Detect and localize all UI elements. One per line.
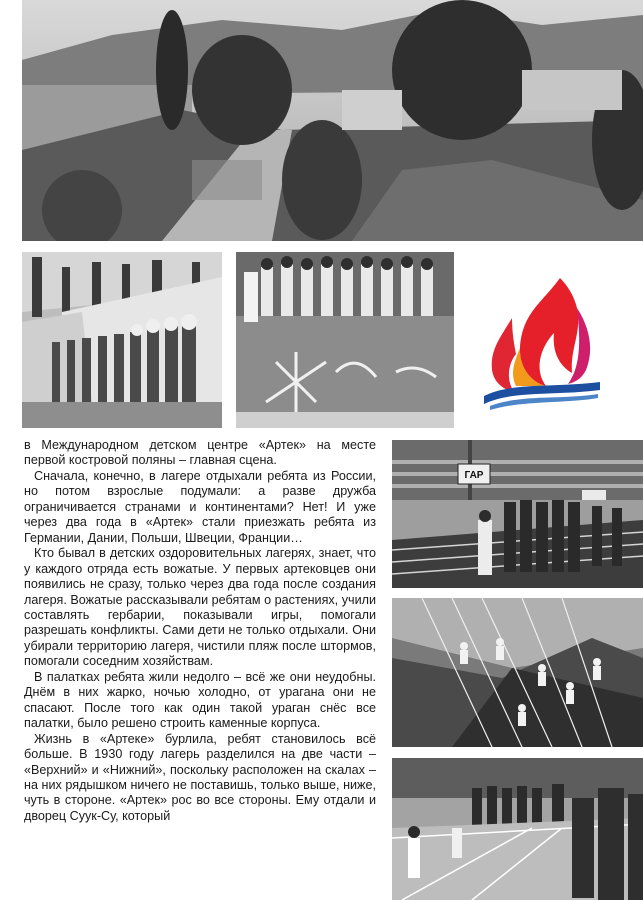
artek-flame-logo: [482, 278, 602, 410]
running-race-photo: [392, 758, 643, 900]
stadium-parade-photo: [392, 440, 643, 588]
parade-sign-text: ГАР: [464, 470, 484, 481]
article-paragraph: В палатках ребята жили недолго – всё же они неудобны. Днём в них жарко, ночью холодно, от урагана они не спасают. После того как один такой ураган снёс все палатки, было решено строить каменные корпуса.: [24, 669, 376, 731]
campfire-ceremony-photo: [236, 252, 454, 428]
article-paragraph: Жизнь в «Артеке» бурлила, ребят становилось всё больше. В 1930 году лагерь разделился на две части – «Верхний» и «Нижний», поскольку расположен на скалах – на них рядышком ничего не поставишь, только выше, ниже, чуть в стороне. «Артек» рос во все стороны. Ему отдали и дворец Суук-Су, который: [24, 731, 376, 823]
article-paragraph: Кто бывал в детских оздоровительных лагерях, знает, что у каждого отряда есть вожатые. У первых артековцев они появились не сразу, только через два года после создания лагеря. Вожатые рассказывали ребятам о растениях, учили составлять гербарии, показывали игры, помогали разрешать конфликты. Сами дети не только отдыхали. Они убирали территорию лагеря, чистили пляж после штормов, помогали соседним хозяйствам.: [24, 546, 376, 669]
rope-climbing-photo: [392, 598, 643, 747]
article-paragraph: в Международном детском центре «Артек» на месте первой костровой поляны – главная сцена.: [24, 438, 376, 468]
article-text: [24, 438, 376, 824]
pioneers-at-tents-photo: [22, 252, 222, 428]
artek-camp-aerial-photo: [22, 0, 643, 241]
article-paragraph: Сначала, конечно, в лагере отдыхали ребята из России, но потом взрослые подумали: а разве дружба ограничивается странами и континентами? Нет! И уже через два года в «Артек» стали приезжать ребята из Германии, Дании, Польши, Швеции, Франции…: [24, 468, 376, 545]
